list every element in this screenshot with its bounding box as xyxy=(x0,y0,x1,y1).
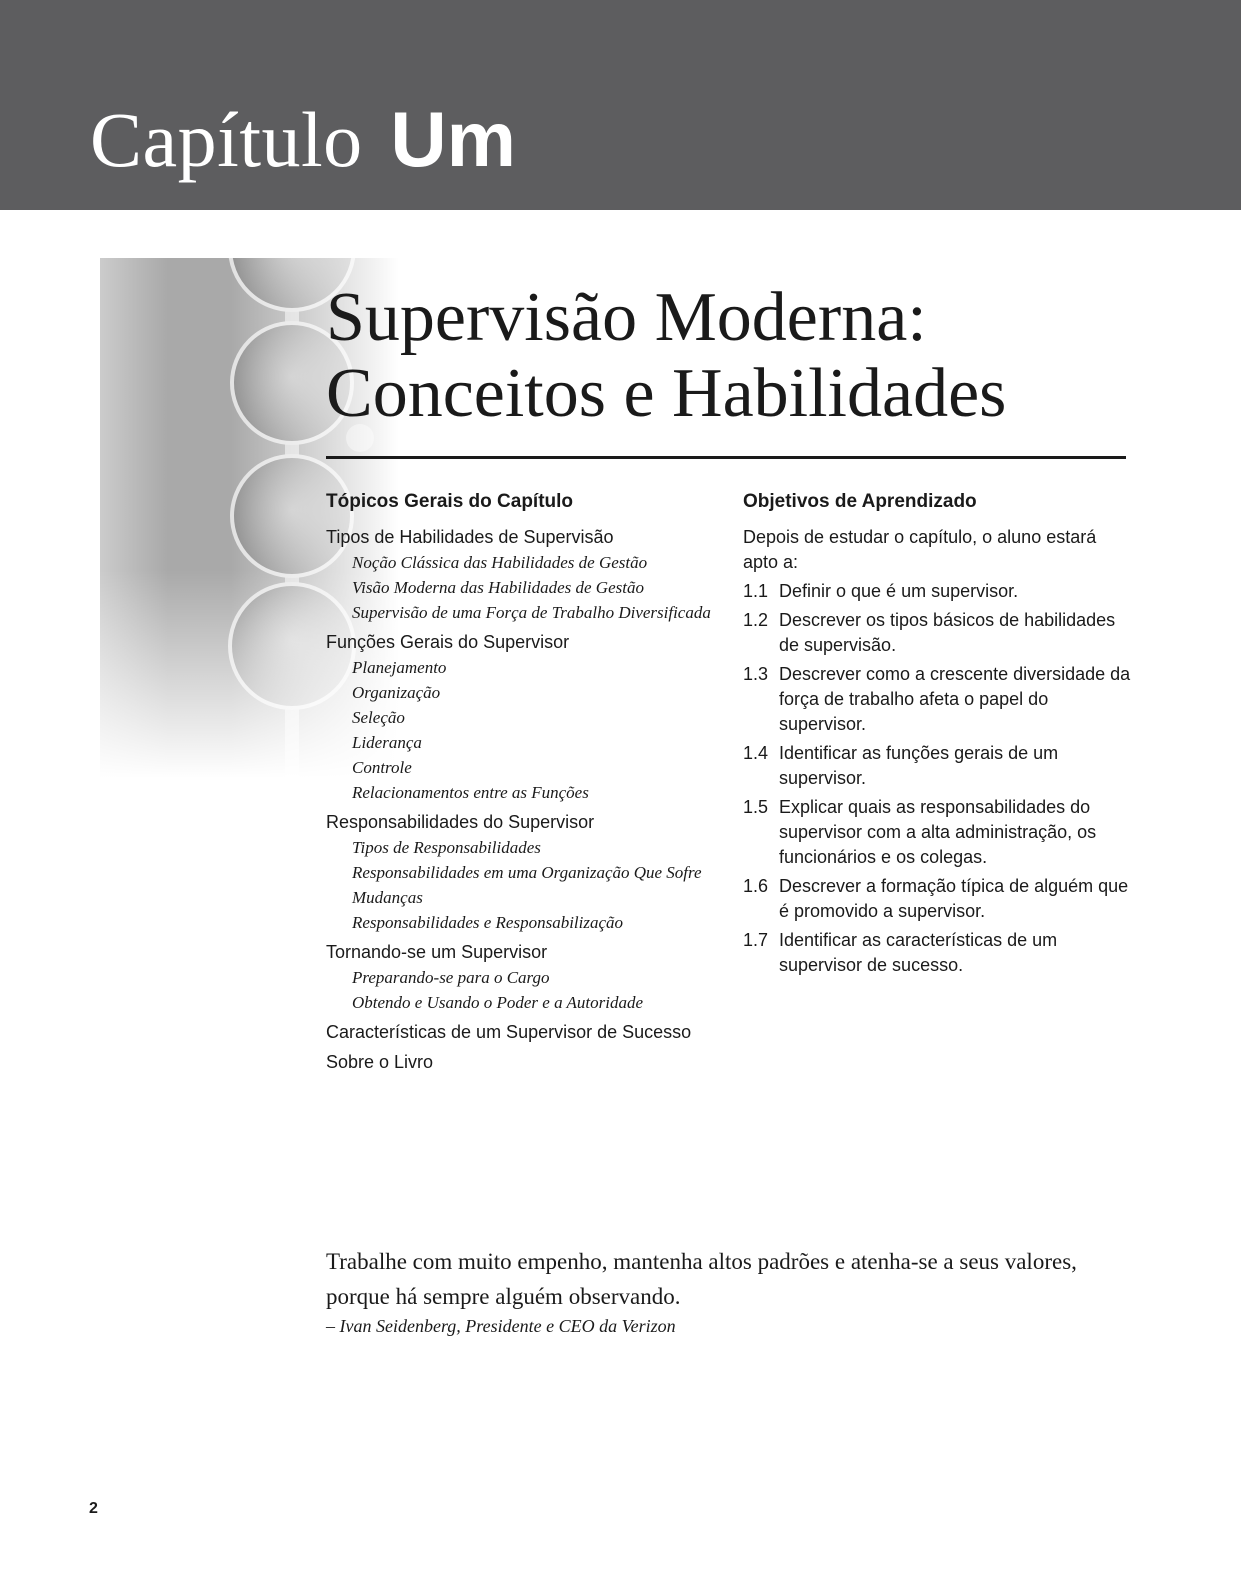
objective-number: 1.6 xyxy=(743,876,769,896)
objective-text: Descrever a formação típica de alguém que é promovido a supervisor. xyxy=(779,876,1129,921)
subtopic-item: Seleção xyxy=(352,708,405,727)
topic-item xyxy=(326,525,726,625)
objective-text: Descrever como a crescente diversidade da força de trabalho afeta o papel do supervisor. xyxy=(779,664,1131,734)
topic-item xyxy=(326,1020,726,1045)
topics-heading: Tópicos Gerais do Capítulo xyxy=(326,491,574,512)
objective-number: 1.1 xyxy=(743,581,769,601)
learning-objectives xyxy=(743,489,1133,978)
objective-item xyxy=(743,795,1133,870)
objectives-heading: Objetivos de Aprendizado xyxy=(743,491,977,512)
subtopic-item: Planejamento xyxy=(352,658,447,677)
subtopic-item: Obtendo e Usando o Poder e a Autoridade xyxy=(352,993,644,1012)
topic-item xyxy=(326,940,726,1015)
objective-number: 1.7 xyxy=(743,930,769,950)
objective-item xyxy=(743,928,1133,978)
objective-text: Identificar as funções gerais de um supervisor. xyxy=(779,743,1059,788)
subtopic-list xyxy=(326,965,726,1015)
topic-item xyxy=(326,630,726,805)
subtopic-item: Noção Clássica das Habilidades de Gestão xyxy=(352,553,648,572)
chapter-title-line2: Conceitos e Habilidades xyxy=(326,355,1007,432)
objective-item xyxy=(743,874,1133,924)
topic-item xyxy=(326,1050,726,1075)
subtopic-item: Organização xyxy=(352,683,441,702)
subtopic-item: Controle xyxy=(352,758,412,777)
objective-item xyxy=(743,741,1133,791)
objective-text: Definir o que é um supervisor. xyxy=(779,581,1019,601)
subtopic-item: Visão Moderna das Habilidades de Gestão xyxy=(352,578,644,597)
subtopic-item: Responsabilidades em uma Organização Que Sofre Mudanças xyxy=(352,863,702,907)
page-number: 2 xyxy=(89,1500,98,1517)
topic-label: Responsabilidades do Supervisor xyxy=(326,812,595,832)
objectives-list xyxy=(743,579,1133,978)
chapter-word: Capítulo xyxy=(90,96,363,183)
objectives-intro: Depois de estudar o capítulo, o aluno estará apto a: xyxy=(743,527,1097,572)
objective-text: Explicar quais as responsabilidades do supervisor com a alta administração, os funcionários e os colegas. xyxy=(779,797,1097,867)
objective-item xyxy=(743,608,1133,658)
subtopic-list xyxy=(326,550,726,625)
topic-label: Sobre o Livro xyxy=(326,1052,434,1072)
objective-item xyxy=(743,662,1133,737)
objective-text: Identificar as características de um supervisor de sucesso. xyxy=(779,930,1058,975)
subtopic-item: Relacionamentos entre as Funções xyxy=(352,783,589,802)
chapter-header-band xyxy=(0,0,1241,210)
objective-number: 1.3 xyxy=(743,664,769,684)
subtopic-item: Liderança xyxy=(352,733,422,752)
chapter-label xyxy=(90,95,517,183)
chapter-title xyxy=(326,280,1006,432)
subtopic-item: Responsabilidades e Responsabilização xyxy=(352,913,624,932)
subtopic-list xyxy=(326,835,726,935)
objective-item xyxy=(743,579,1133,604)
subtopic-list xyxy=(326,655,726,805)
chapter-number: Um xyxy=(390,95,517,183)
objective-text: Descrever os tipos básicos de habilidades de supervisão. xyxy=(779,610,1116,655)
subtopic-item: Preparando-se para o Cargo xyxy=(352,968,550,987)
chapter-topics xyxy=(326,489,726,1075)
chapter-title-line1: Supervisão Moderna: xyxy=(326,279,927,356)
epigraph-attribution: – Ivan Seidenberg, Presidente e CEO da Verizon xyxy=(326,1316,676,1336)
topic-label: Tornando-se um Supervisor xyxy=(326,942,548,962)
epigraph-quote: Trabalhe com muito empenho, mantenha altos padrões e atenha-se a seus valores, porque há sempre alguém observando. xyxy=(326,1249,1077,1309)
title-rule xyxy=(326,456,1126,459)
topics-list xyxy=(326,525,726,1075)
topic-label: Funções Gerais do Supervisor xyxy=(326,632,570,652)
topic-label: Características de um Supervisor de Sucesso xyxy=(326,1022,692,1042)
objective-number: 1.2 xyxy=(743,610,769,630)
objective-number: 1.5 xyxy=(743,797,769,817)
subtopic-item: Supervisão de uma Força de Trabalho Diversificada xyxy=(352,603,711,622)
objective-number: 1.4 xyxy=(743,743,769,763)
topic-label: Tipos de Habilidades de Supervisão xyxy=(326,527,614,547)
subtopic-item: Tipos de Responsabilidades xyxy=(352,838,541,857)
topic-item xyxy=(326,810,726,935)
